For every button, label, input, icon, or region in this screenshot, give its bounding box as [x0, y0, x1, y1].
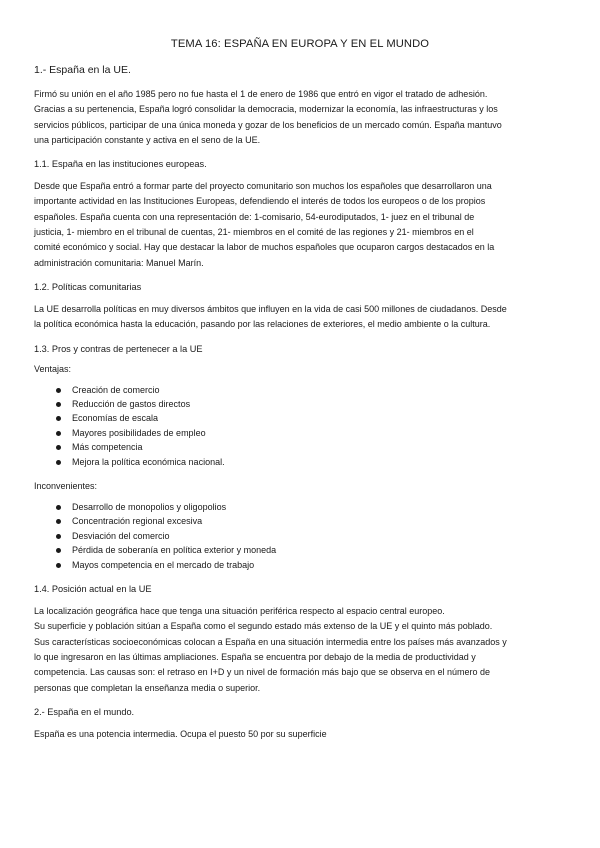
bullet-icon — [56, 563, 61, 568]
bullet-icon — [56, 416, 61, 421]
ventajas-label: Ventajas: — [34, 363, 72, 374]
paragraph-line: Firmó su unión en el año 1985 pero no fue hasta el 1 de enero de 1986 que entró en vigor el tratado de adhesión. — [34, 89, 488, 99]
paragraph-line: servicios públicos, participar de una única moneda y gozar de los beneficios de un mercado común. España mantuvo — [34, 119, 502, 130]
paragraph-line: La localización geográfica hace que tenga una situación periférica respecto al espacio central europeo. — [34, 606, 445, 617]
section-1-4-paragraph — [34, 604, 566, 696]
section-1-3-heading: 1.3. Pros y contras de pertenecer a la UE — [34, 343, 203, 354]
list-item — [34, 440, 566, 454]
section-1-paragraph — [34, 87, 566, 148]
list-item-text: Más competencia — [72, 442, 143, 453]
paragraph-line: lo que ingresaron en las últimas ampliaciones. España se encuentra por debajo de la media de productividad y — [34, 651, 476, 662]
paragraph-line: Sus características socioeconómicas colocan a España en una situación intermedia entre los países más avanzados y — [34, 636, 507, 647]
section-2-paragraph — [34, 727, 566, 742]
paragraph-line: una participación constante y activa en el seno de la UE. — [34, 134, 261, 145]
list-item — [34, 514, 566, 528]
section-2-heading: 2.- España en el mundo. — [34, 706, 135, 717]
list-item — [34, 411, 566, 425]
paragraph-line: justicia, 1- miembro en el tribunal de cuentas, 21- miembros en el comité de las regiones y 21- miembros en el — [34, 227, 474, 238]
page-title: TEMA 16: ESPAÑA EN EUROPA Y EN EL MUNDO — [170, 38, 430, 50]
list-item-text: Mayos competencia en el mercado de trabajo — [72, 559, 255, 570]
bullet-icon — [56, 431, 61, 436]
paragraph-line: comité económico y social. Hay que destacar la labor de muchos españoles que ocuparon cargos destacados en la — [34, 242, 495, 253]
paragraph-line: La UE desarrolla políticas en muy diversos ámbitos que influyen en la vida de casi 500 millones de ciudadanos. Desde — [34, 303, 507, 314]
bullet-icon — [56, 505, 61, 510]
paragraph-line: importante actividad en las Instituciones Europeas, defendiendo el interés de todos los europeos o de los propios — [34, 196, 486, 207]
inconvenientes-label: Inconvenientes: — [34, 481, 98, 491]
paragraph-line: Gracias a su pertenencia, España logró consolidar la democracia, modernizar la economía, las infraestructuras y los — [34, 104, 498, 115]
list-item-text: Desviación del comercio — [72, 530, 170, 541]
paragraph-line: competencia. Las causas son: el retraso en I+D y un nivel de formación más bajo que se observa en el número de — [34, 667, 491, 678]
list-item-text: Desarrollo de monopolios y oligopolios — [72, 502, 227, 512]
bullet-icon — [56, 388, 61, 393]
bullet-icon — [56, 548, 61, 553]
section-1-2-heading: 1.2. Políticas comunitarias — [34, 281, 142, 292]
section-1-1-paragraph — [34, 179, 566, 271]
list-item — [34, 500, 566, 514]
section-1-1-heading: 1.1. España en las instituciones europeas. — [34, 159, 207, 170]
ventajas-list — [34, 383, 566, 469]
list-item — [34, 543, 566, 557]
bullet-icon — [56, 460, 61, 465]
list-item — [34, 455, 566, 469]
paragraph-line: personas que completan la enseñanza media o superior. — [34, 682, 261, 693]
list-item-text: Pérdida de soberanía en política exterior y moneda — [72, 545, 277, 556]
section-1-heading: 1.- España en la UE. — [34, 64, 131, 76]
list-item — [34, 426, 566, 440]
list-item — [34, 558, 566, 572]
list-item — [34, 529, 566, 543]
bullet-icon — [56, 534, 61, 539]
list-item — [34, 397, 566, 411]
paragraph-line: españoles. España cuenta con una representación de: 1-comisario, 54-eurodiputados, 1- juez en el tribunal de — [34, 211, 475, 222]
list-item-text: Concentración regional excesiva — [72, 516, 203, 527]
paragraph-line: Desde que España entró a formar parte del proyecto comunitario son muchos los españoles que desarrollaron una — [34, 181, 492, 192]
list-item-text: Mejora la política económica nacional. — [72, 456, 225, 467]
list-item-text: Economías de escala — [72, 413, 159, 424]
bullet-icon — [56, 445, 61, 450]
paragraph-line: la política económica hasta la educación, pasando por las relaciones de exteriores, el medio ambiente o la cultura. — [34, 319, 491, 330]
paragraph-line: España es una potencia intermedia. Ocupa el puesto 50 por su superficie — [34, 728, 327, 739]
bullet-icon — [56, 402, 61, 407]
section-1-2-paragraph — [34, 302, 566, 333]
paragraph-line: Su superficie y población sitúan a España como el segundo estado más extenso de la UE y el quinto más poblado. — [34, 621, 493, 632]
inconvenientes-list — [34, 500, 566, 572]
list-item-text: Mayores posibilidades de empleo — [72, 427, 206, 438]
list-item-text: Creación de comercio — [72, 384, 160, 395]
list-item-text: Reducción de gastos directos — [72, 398, 191, 409]
bullet-icon — [56, 519, 61, 524]
paragraph-line: administración comunitaria: Manuel Marín. — [34, 257, 204, 268]
section-1-4-heading: 1.4. Posición actual en la UE — [34, 584, 152, 595]
list-item — [34, 383, 566, 397]
